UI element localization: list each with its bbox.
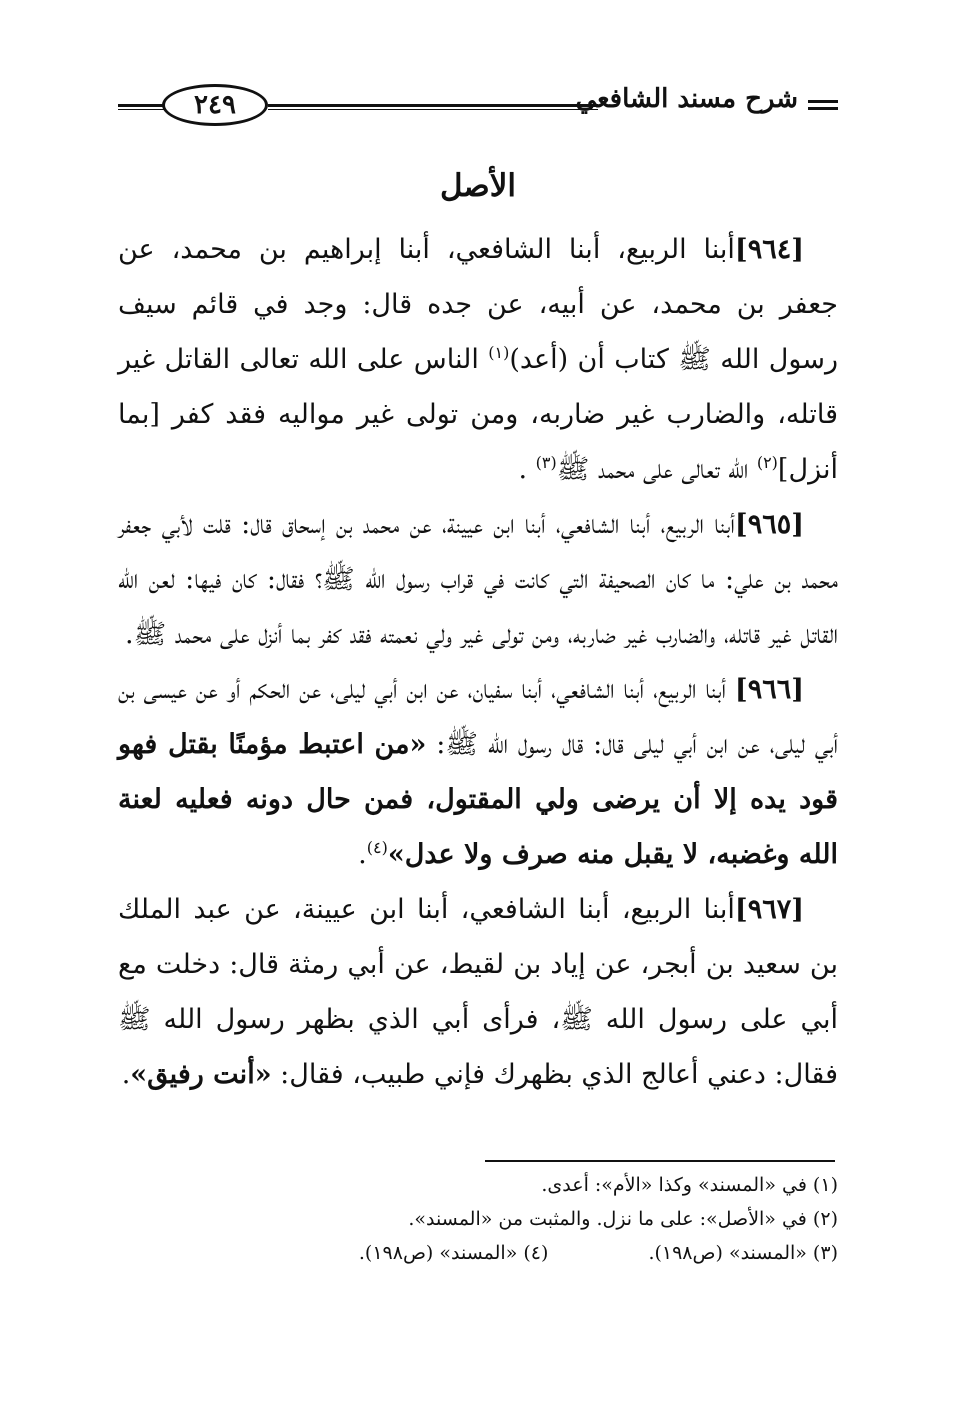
entry-text: أبنا الربيع، أبنا الشافعي، أبنا سفيان، عن ابن أبي ليلى، عن الحكم أو عن عيسى بن أبي ليلى، عن ابن أبي ليلى قال: قال رسول الله ﷺ: bbox=[118, 674, 838, 760]
page-number: ٢٤٩ bbox=[162, 84, 268, 126]
entry-text: . bbox=[121, 1059, 131, 1090]
entry-text: . bbox=[518, 454, 536, 485]
footnote-row bbox=[118, 1236, 838, 1270]
entry-number: [٩٦٦] bbox=[734, 674, 804, 705]
entry-text: الله تعالى على محمد ﷺ bbox=[556, 454, 757, 485]
footnote-2: (٢) في «الأصل»: على ما نزل. والمثبت من «المسند». bbox=[408, 1208, 838, 1230]
footnote-4: (٤) «المسند» (ص١٩٨). bbox=[358, 1242, 549, 1264]
section-title: الأصل bbox=[439, 168, 517, 204]
hadith-entry-967 bbox=[118, 882, 838, 1102]
book-title: شرح مسند الشافعي bbox=[575, 84, 798, 114]
entry-text: أبنا الربيع، أبنا الشافعي، أبنا ابن عيينة، عن عبد الملك بن سعيد بن أبجر، عن إياد بن لقيط، عن أبي رمثة قال: دخلت مع أبي على رسول الله ﷺ، فرأى أبي الذي بظهر رسول الله ﷺ فقال: دعني أعالج الذي بظهرك فإني طبيب، فقال: bbox=[118, 894, 838, 1090]
header-rule-left bbox=[118, 104, 164, 110]
entry-text: الناس على الله تعالى القاتل غير قاتله، والضارب غير ضاربه، ومن تولى غير مواليه فقد كفر [بما أنزل] bbox=[118, 344, 838, 485]
hadith-quote: «من اعتبط مؤمنًا بقتل فهو قود يده إلا أن يرضى ولي المقتول، فمن حال دونه فعليه لعنة الله وغضبه، لا يقبل منه صرف ولا عدل» bbox=[118, 729, 838, 870]
entry-number: [٩٦٧] bbox=[734, 894, 804, 925]
footnotes bbox=[118, 1168, 838, 1270]
running-header bbox=[118, 70, 838, 130]
main-text bbox=[118, 222, 838, 1102]
hadith-quote: «أنت رفيق» bbox=[130, 1059, 272, 1090]
entry-text: أبنا الربيع، أبنا الشافعي، أبنا ابن عيينة، عن محمد بن إسحاق قال: قلت لأبي جعفر محمد بن علي: ما كان الصحيفة التي كانت في قراب رسول الله ﷺ؟ فقال: كان فيها: لعن الله القاتل غير قاتله، والضارب غير ضاربه، ومن تولى غير ولي نعمته فقد كفر بما أنزل على محمد ﷺ. bbox=[118, 509, 838, 650]
footnote-ref: (٤) bbox=[366, 838, 388, 857]
entry-text: . bbox=[358, 839, 367, 870]
hadith-entry-964 bbox=[118, 222, 838, 497]
footnote-ref: (٣) bbox=[535, 453, 557, 472]
footnote-ref: (٢) bbox=[756, 453, 778, 472]
footnote-3: (٣) «المسند» (ص١٩٨). bbox=[648, 1242, 838, 1264]
hadith-entry-965 bbox=[118, 497, 838, 662]
hadith-entry-966 bbox=[118, 662, 838, 882]
header-ornament bbox=[808, 100, 838, 110]
entry-number: [٩٦٤] bbox=[734, 234, 804, 265]
footnote-1: (١) في «المسند» وكذا «الأم»: أعدى. bbox=[541, 1174, 838, 1196]
footnote-ref: (١) bbox=[488, 343, 510, 362]
footnote-separator bbox=[485, 1160, 835, 1162]
entry-number: [٩٦٥] bbox=[734, 509, 804, 540]
entry-text: أبنا الربيع، أبنا الشافعي، أبنا إبراهيم بن محمد، عن جعفر بن محمد، عن أبيه، عن جده قال: وجد في قائم سيف رسول الله ﷺ كتاب أن (أعد) bbox=[118, 234, 838, 375]
header-rule bbox=[268, 104, 598, 110]
